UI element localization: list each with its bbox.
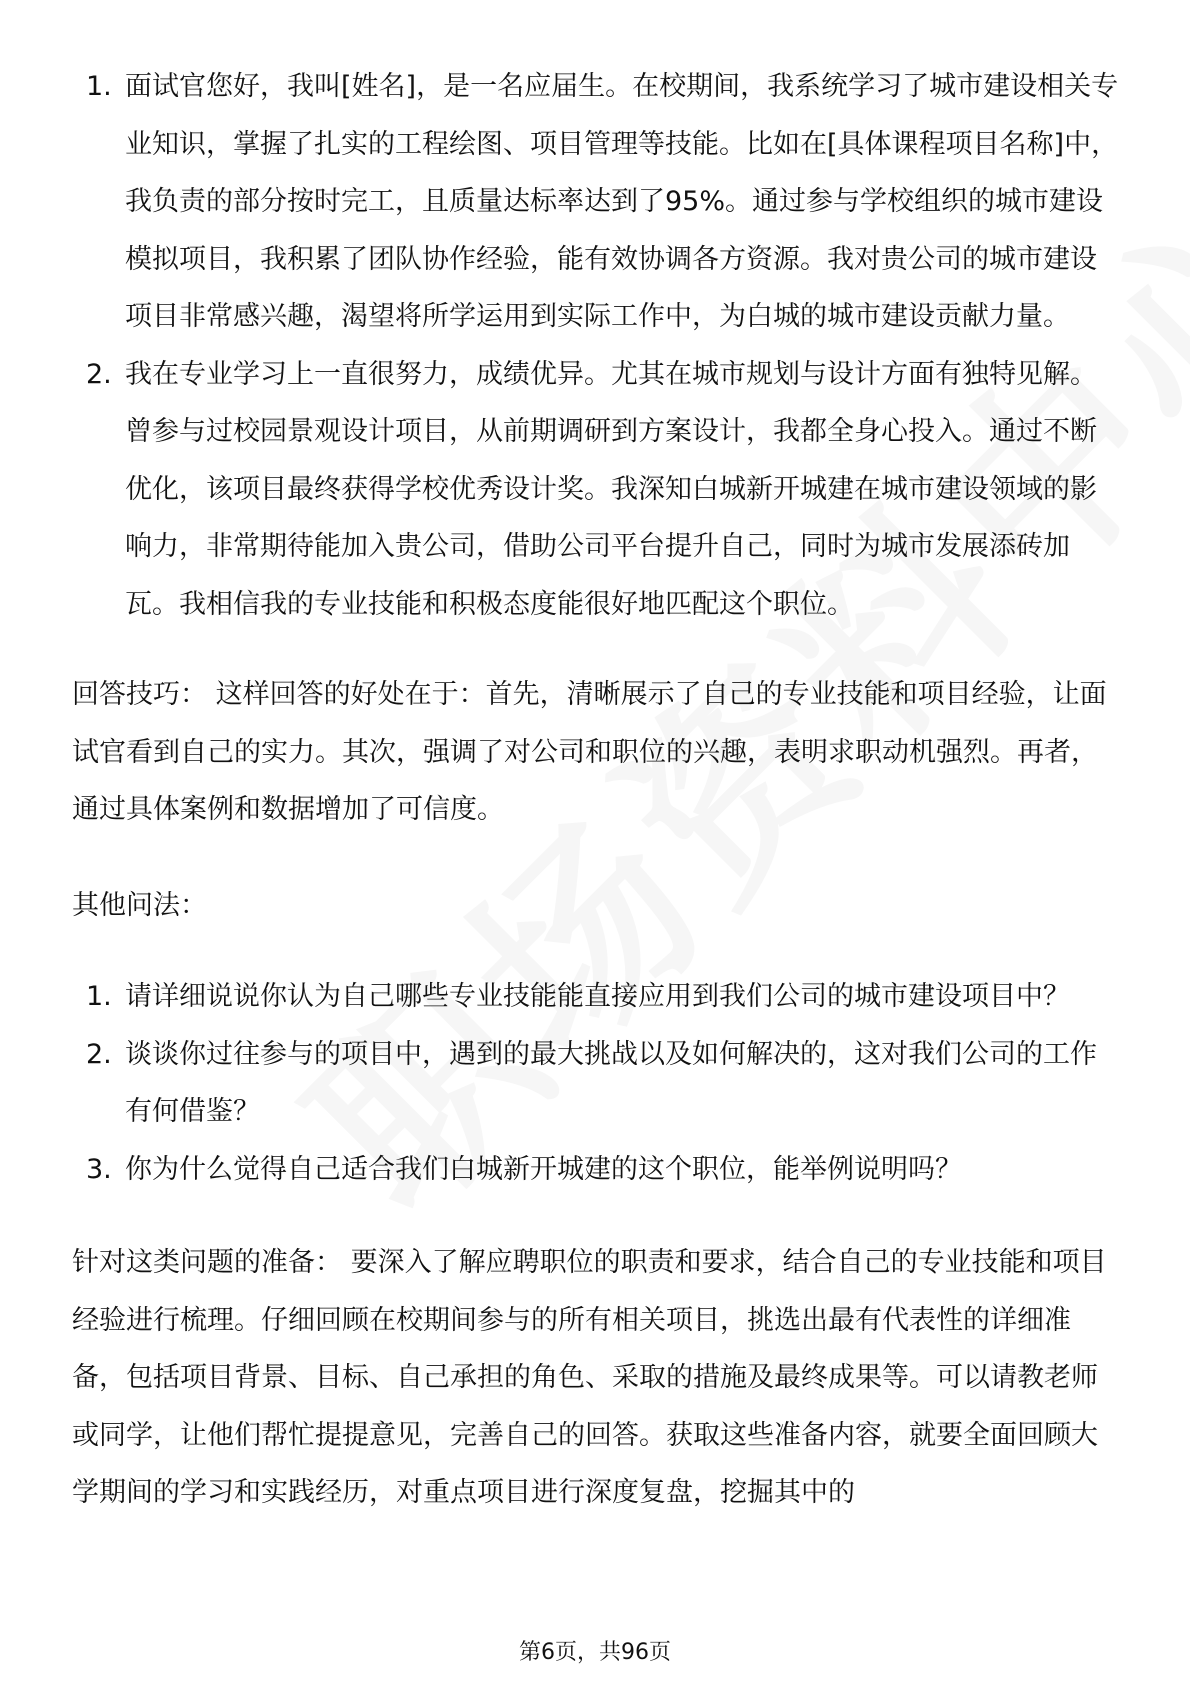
other-questions-heading: 其他问法：	[72, 889, 207, 921]
list-text: 请详细说说你认为自己哪些专业技能能直接应用到我们公司的城市建设项目中？	[125, 981, 1070, 1012]
other-questions-list	[72, 968, 1122, 1198]
list-number: 3.	[86, 1153, 112, 1185]
list-item	[72, 1026, 1122, 1141]
list-number: 2.	[86, 1038, 112, 1070]
list-text: 面试官您好，我叫[姓名]，是一名应届生。在校期间，我系统学习了城市建设相关专业知识，掌握了扎实的工程绘图、项目管理等技能。比如在[具体课程项目名称]中，我负责的部分按时完工，且质量达标率达到了95%。通过参与学校组织的城市建设模拟项目，我积累了团队协作经验，能有效协调各方资源。我对贵公司的城市建设项目非常感兴趣，渴望将所学运用到实际工作中，为白城的城市建设贡献力量。	[125, 71, 1119, 332]
list-item	[72, 968, 1122, 1026]
answer-list	[72, 58, 1122, 633]
list-text: 你为什么觉得自己适合我们白城新开城建的这个职位，能举例说明吗？	[125, 1153, 962, 1185]
answer-tips: 回答技巧： 这样回答的好处在于：首先，清晰展示了自己的专业技能和项目经验，让面试官看到自己的实力。其次，强调了对公司和职位的兴趣，表明求职动机强烈。再者，通过具体案例和数据增加了可信度。	[72, 679, 1107, 825]
list-number: 1.	[86, 71, 112, 102]
list-text: 谈谈你过往参与的项目中，遇到的最大挑战以及如何解决的，这对我们公司的工作有何借鉴？	[125, 1038, 1097, 1127]
list-item	[72, 346, 1122, 634]
list-number: 1.	[86, 981, 112, 1012]
page-footer: 第6页，共96页	[519, 1640, 671, 1665]
list-text: 我在专业学习上一直很努力，成绩优异。尤其在城市规划与设计方面有独特见解。曾参与过校园景观设计项目，从前期调研到方案设计，我都全身心投入。通过不断优化，该项目最终获得学校优秀设计奖。我深知白城新开城建在城市建设领域的影响力，非常期待能加入贵公司，借助公司平台提升自己，同时为城市发展添砖加瓦。我相信我的专业技能和积极态度能很好地匹配这个职位。	[125, 358, 1097, 620]
page-content	[72, 58, 1122, 1522]
list-number: 2.	[86, 358, 112, 390]
list-item	[72, 58, 1122, 346]
preparation-paragraph: 针对这类问题的准备： 要深入了解应聘职位的职责和要求，结合自己的专业技能和项目经验进行梳理。仔细回顾在校期间参与的所有相关项目，挑选出最有代表性的详细准备，包括项目背景、目标、自己承担的角色、采取的措施及最终成果等。可以请教老师或同学，让他们帮忙提提意见，完善自己的回答。获取这些准备内容，就要全面回顾大学期间的学习和实践经历，对重点项目进行深度复盘，挖掘其中的	[72, 1247, 1107, 1508]
list-item	[72, 1141, 1122, 1199]
